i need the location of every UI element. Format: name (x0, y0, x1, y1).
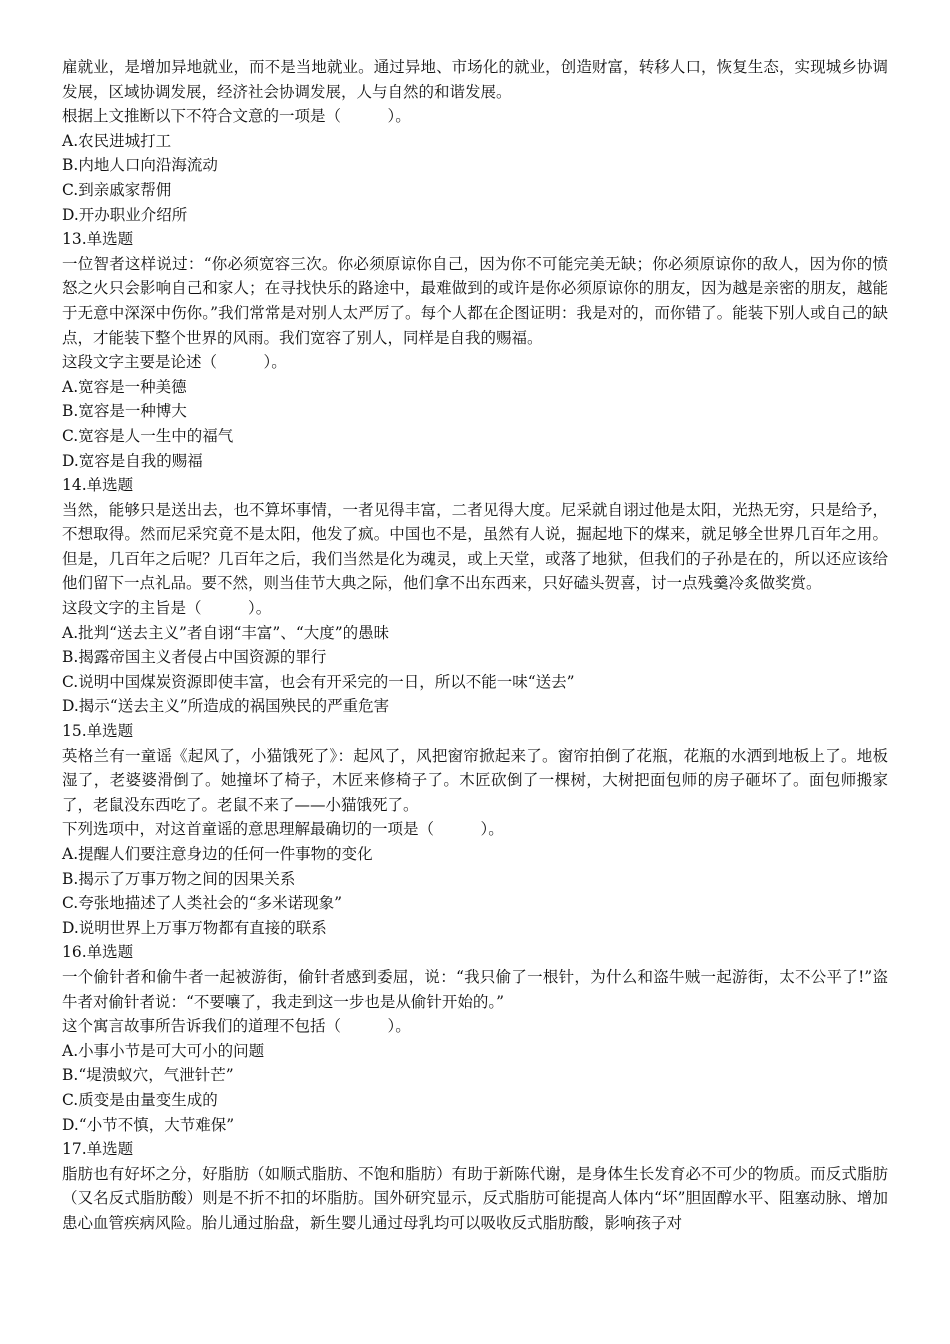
question-14 (62, 473, 888, 719)
option-b: B.内地人口向沿海流动 (62, 156, 218, 175)
option-a: A.农民进城打工 (62, 131, 172, 150)
option-c: C.到亲戚家帮佣 (62, 180, 172, 199)
option-d: D.说明世界上万事万物都有直接的联系 (62, 918, 327, 937)
question-prompt: 这段文字的主旨是（ ）。 (62, 599, 272, 618)
option-b: B.揭露帝国主义者侵占中国资源的罪行 (62, 648, 327, 667)
question-13 (62, 227, 888, 473)
question-passage: 一个偷针者和偷牛者一起被游街，偷针者感到委屈，说：“我只偷了一根针，为什么和盗牛贼一起游街，太不公平了!”盗牛者对偷针者说：“不要嚷了，我走到这一步也是从偷针开始的。” (62, 967, 888, 1011)
question-12-continued (62, 55, 888, 227)
question-prompt: 这个寓言故事所告诉我们的道理不包括（ ）。 (62, 1017, 411, 1036)
option-b: B.宽容是一种博大 (62, 402, 187, 421)
question-header: 14.单选题 (62, 476, 134, 495)
option-d: D.宽容是自我的赐福 (62, 451, 203, 470)
question-passage: 一位智者这样说过：“你必须宽容三次。你必须原谅你自己，因为你不可能完美无缺；你必须原谅你的敌人，因为你的愤怒之火只会影响自己和家人；在寻找快乐的路途中，最难做到的或许是你必须原谅你的朋友，因为越是亲密的朋友，越能于无意中深深中伤你。”我们常常是对别人太严厉了。每个人都在企图证明：我是对的，而你错了。能装下别人或自己的缺点，才能装下整个世界的风雨。我们宽容了别人，同样是自我的赐福。 (62, 254, 888, 347)
question-16 (62, 940, 888, 1137)
question-passage: 当然，能够只是送出去，也不算坏事情，一者见得丰富，二者见得大度。尼采就自诩过他是太阳，光热无穷，只是给予，不想取得。然而尼采究竟不是太阳，他发了疯。中国也不是，虽然有人说，掘起地下的煤来，就足够全世界几百年之用。但是，几百年之后呢？几百年之后，我们当然是化为魂灵，或上天堂，或落了地狱，但我们的子孙是在的，所以还应该给他们留下一点礼品。要不然，则当佳节大典之际，他们拿不出东西来，只好磕头贺喜，讨一点残羹冷炙做奖赏。 (62, 500, 888, 593)
option-b: B.“堤溃蚁穴，气泄针芒” (62, 1066, 234, 1085)
question-header: 16.单选题 (62, 943, 134, 962)
option-d: D.揭示“送去主义”所造成的祸国殃民的严重危害 (62, 697, 390, 716)
question-prompt: 根据上文推断以下不符合文意的一项是（ ）。 (62, 107, 411, 126)
question-header: 17.单选题 (62, 1140, 134, 1159)
option-a: A.小事小节是可大可小的问题 (62, 1041, 265, 1060)
question-header: 13.单选题 (62, 230, 134, 249)
option-a: A.宽容是一种美德 (62, 377, 187, 396)
option-c: C.质变是由量变生成的 (62, 1090, 218, 1109)
option-a: A.批判“送去主义”者自诩“丰富”、“大度”的愚昧 (62, 623, 390, 642)
question-passage: 英格兰有一童谣《起风了，小猫饿死了》：起风了，风把窗帘掀起来了。窗帘拍倒了花瓶，花瓶的水洒到地板上了。地板湿了，老婆婆滑倒了。她撞坏了椅子，木匠来修椅子了。木匠砍倒了一棵树，大树把面包师的房子砸坏了。面包师搬家了，老鼠没东西吃了。老鼠不来了——小猫饿死了。 (62, 746, 888, 814)
question-15 (62, 719, 888, 940)
option-c: C.说明中国煤炭资源即使丰富，也会有开采完的一日，所以不能一味“送去” (62, 672, 575, 691)
option-b: B.揭示了万事万物之间的因果关系 (62, 869, 296, 888)
question-header: 15.单选题 (62, 722, 134, 741)
option-d: D.“小节不慎，大节难保” (62, 1115, 235, 1134)
option-c: C.夸张地描述了人类社会的“多米诺现象” (62, 894, 343, 913)
question-passage: 雇就业，是增加异地就业，而不是当地就业。通过异地、市场化的就业，创造财富，转移人口，恢复生态，实现城乡协调发展，区域协调发展，经济社会协调发展，人与自然的和谐发展。 (62, 58, 888, 101)
question-prompt: 这段文字主要是论述（ ）。 (62, 353, 287, 372)
question-passage: 脂肪也有好坏之分，好脂肪（如顺式脂肪、不饱和脂肪）有助于新陈代谢，是身体生长发育必不可少的物质。而反式脂肪（又名反式脂肪酸）则是不折不扣的坏脂肪。国外研究显示，反式脂肪可能提高人体内“坏”胆固醇水平、阻塞动脉、增加患心血管疾病风险。胎儿通过胎盘，新生婴儿通过母乳均可以吸收反式脂肪酸，影响孩子对 (62, 1164, 888, 1232)
question-prompt: 下列选项中，对这首童谣的意思理解最确切的一项是（ ）。 (62, 820, 504, 839)
option-d: D.开办职业介绍所 (62, 205, 188, 224)
option-c: C.宽容是人一生中的福气 (62, 426, 234, 445)
question-17 (62, 1137, 888, 1235)
option-a: A.提醒人们要注意身边的任何一件事物的变化 (62, 845, 373, 863)
